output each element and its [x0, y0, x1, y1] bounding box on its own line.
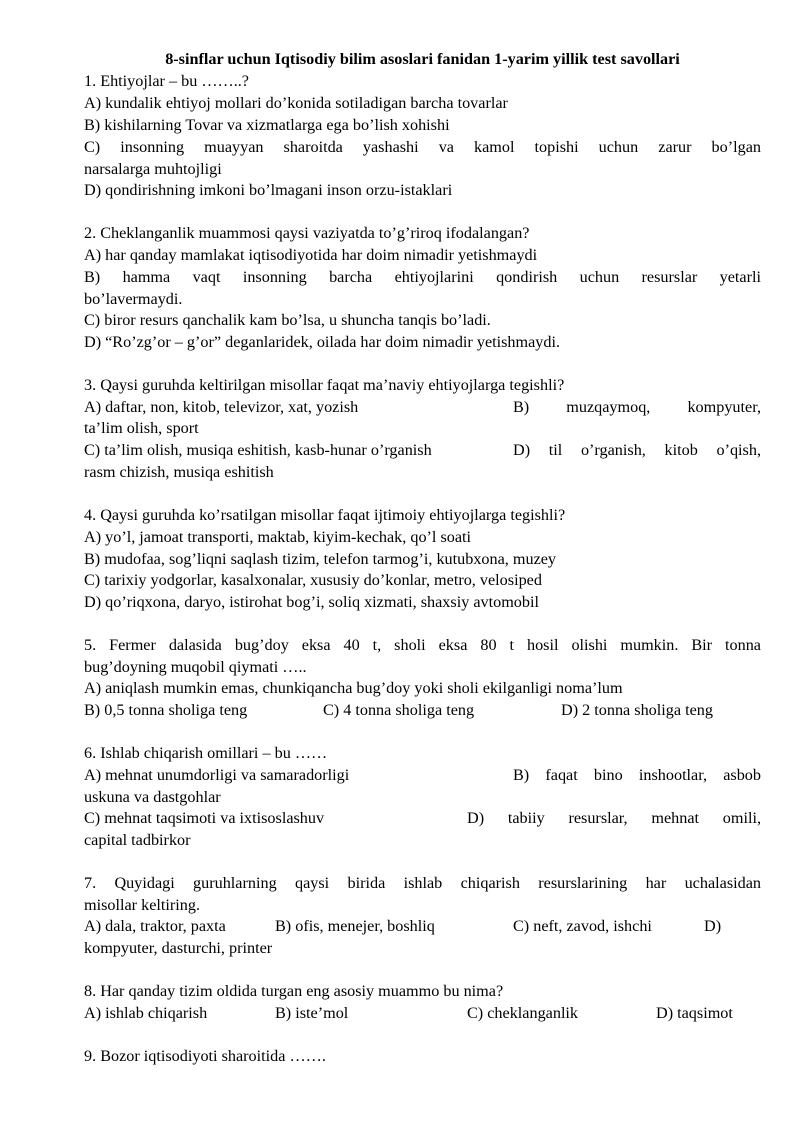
q8-option-a: A) ishlab chiqarish [84, 1004, 208, 1022]
q7-option-c: C) neft, zavod, ishchi [513, 917, 652, 935]
q6-option-a: A) mehnat unumdorligi va samaradorligi [84, 766, 350, 784]
question-6: 6. Ishlab chiqarish omillari – bu …… [84, 744, 328, 762]
q1-option-d: D) qondirishning imkoni bo’lmagani inson orzu-istaklari [84, 181, 453, 199]
q6-option-b-line2: uskuna va dastgohlar [84, 788, 221, 806]
q2-option-c: C) biror resurs qanchalik kam bo’lsa, u shuncha tanqis bo’ladi. [84, 311, 491, 329]
question-4: 4. Qaysi guruhda ko’rsatilgan misollar faqat ijtimoiy ehtiyojlarga tegishli? [84, 506, 566, 524]
q3-row-ab [84, 397, 761, 419]
question-8: 8. Har qanday tizim oldida turgan eng asosiy muammo bu nima? [84, 982, 504, 1000]
q3-option-b-line2: ta’lim olish, sport [84, 419, 199, 437]
q7-option-d-line2: kompyuter, dasturchi, printer [84, 939, 273, 957]
q3-option-d-line2: rasm chizish, musiqa eshitish [84, 463, 274, 481]
q7-row-abcd [84, 916, 761, 938]
q5-option-d: D) 2 tonna sholiga teng [561, 701, 713, 719]
q5-option-a: A) aniqlash mumkin emas, chunkiqancha bug’doy yoki sholi ekilganligi noma’lum [84, 679, 623, 697]
q2-option-d: D) “Ro’zg’or – g’or” deganlaridek, oilada har doim nimadir yetishmaydi. [84, 333, 561, 351]
question-7-line1: 7. Quyidagi guruhlarning qaysi birida ishlab chiqarish resurslarining har uchalasidan [84, 874, 761, 892]
q1-option-a: A) kundalik ehtiyoj mollari do’konida sotiladigan barcha tovarlar [84, 94, 508, 112]
q6-option-b-line1: B) faqat bino inshootlar, asbob [513, 766, 761, 784]
q6-row-cd [84, 808, 761, 830]
q2-option-a: A) har qanday mamlakat iqtisodiyotida har doim nimadir yetishmaydi [84, 246, 538, 264]
q2-option-b-line1: B) hamma vaqt insonning barcha ehtiyojlarini qondirish uchun resurslar yetarli [84, 268, 761, 286]
q6-option-d-line1: D) tabiiy resurslar, mehnat omili, [467, 809, 761, 827]
q6-option-d-line2: capital tadbirkor [84, 831, 191, 849]
q3-option-b-line1: B) muzqaymoq, kompyuter, [513, 398, 761, 416]
question-2: 2. Cheklanganlik muammosi qaysi vaziyatda to’g’riroq ifodalangan? [84, 224, 530, 242]
q5-row-bcd [84, 700, 761, 722]
page-title: 8-sinflar uchun Iqtisodiy bilim asoslari fanidan 1-yarim yillik test savollari [165, 50, 680, 68]
question-5-line2: bug’doyning muqobil qiymati ….. [84, 658, 307, 676]
question-9: 9. Bozor iqtisodiyoti sharoitida ……. [84, 1047, 326, 1065]
q4-option-d: D) qo’riqxona, daryo, istirohat bog’i, soliq xizmati, shaxsiy avtomobil [84, 593, 539, 611]
q6-option-c: C) mehnat taqsimoti va ixtisoslashuv [84, 809, 325, 827]
q5-option-b: B) 0,5 tonna sholiga teng [84, 701, 248, 719]
q3-option-a: A) daftar, non, kitob, televizor, xat, yozish [84, 398, 359, 416]
q8-option-c: C) cheklanganlik [467, 1004, 579, 1022]
q4-option-a: A) yo’l, jamoat transporti, maktab, kiyim-kechak, qo’l soati [84, 528, 472, 546]
q6-row-ab [84, 765, 761, 787]
q4-option-b: B) mudofaa, sog’liqni saqlash tizim, telefon tarmog’i, kutubxona, muzey [84, 550, 557, 568]
q8-row-abcd [84, 1003, 761, 1025]
q7-option-a: A) dala, traktor, paxta [84, 917, 226, 935]
question-7-line2: misollar keltiring. [84, 896, 200, 914]
q8-option-d: D) taqsimot [656, 1004, 733, 1022]
q7-option-d-line1: D) [704, 917, 722, 935]
q2-option-b-line2: bo’lavermaydi. [84, 290, 183, 308]
q7-option-b: B) ofis, menejer, boshliq [275, 917, 435, 935]
q3-row-cd [84, 440, 761, 462]
q4-option-c: C) tarixiy yodgorlar, kasalxonalar, xususiy do’konlar, metro, velosiped [84, 571, 542, 589]
question-1: 1. Ehtiyojlar – bu ……..? [84, 72, 249, 90]
q1-option-c-line2: narsalarga muhtojligi [84, 160, 222, 178]
question-3: 3. Qaysi guruhda keltirilgan misollar faqat ma’naviy ehtiyojlarga tegishli? [84, 376, 565, 394]
q1-option-c-line1: C) insonning muayyan sharoitda yashashi va kamol topishi uchun zarur bo’lgan [84, 138, 761, 156]
q5-option-c: C) 4 tonna sholiga teng [323, 701, 475, 719]
question-5-line1: 5. Fermer dalasida bug’doy eksa 40 t, sholi eksa 80 t hosil olishi mumkin. Bir tonna [84, 636, 761, 654]
q1-option-b: B) kishilarning Tovar va xizmatlarga ega bo’lish xohishi [84, 116, 450, 134]
q3-option-d-line1: D) til o’rganish, kitob o’qish, [513, 441, 761, 459]
q8-option-b: B) iste’mol [275, 1004, 349, 1022]
q3-option-c: C) ta’lim olish, musiqa eshitish, kasb-hunar o’rganish [84, 441, 432, 459]
